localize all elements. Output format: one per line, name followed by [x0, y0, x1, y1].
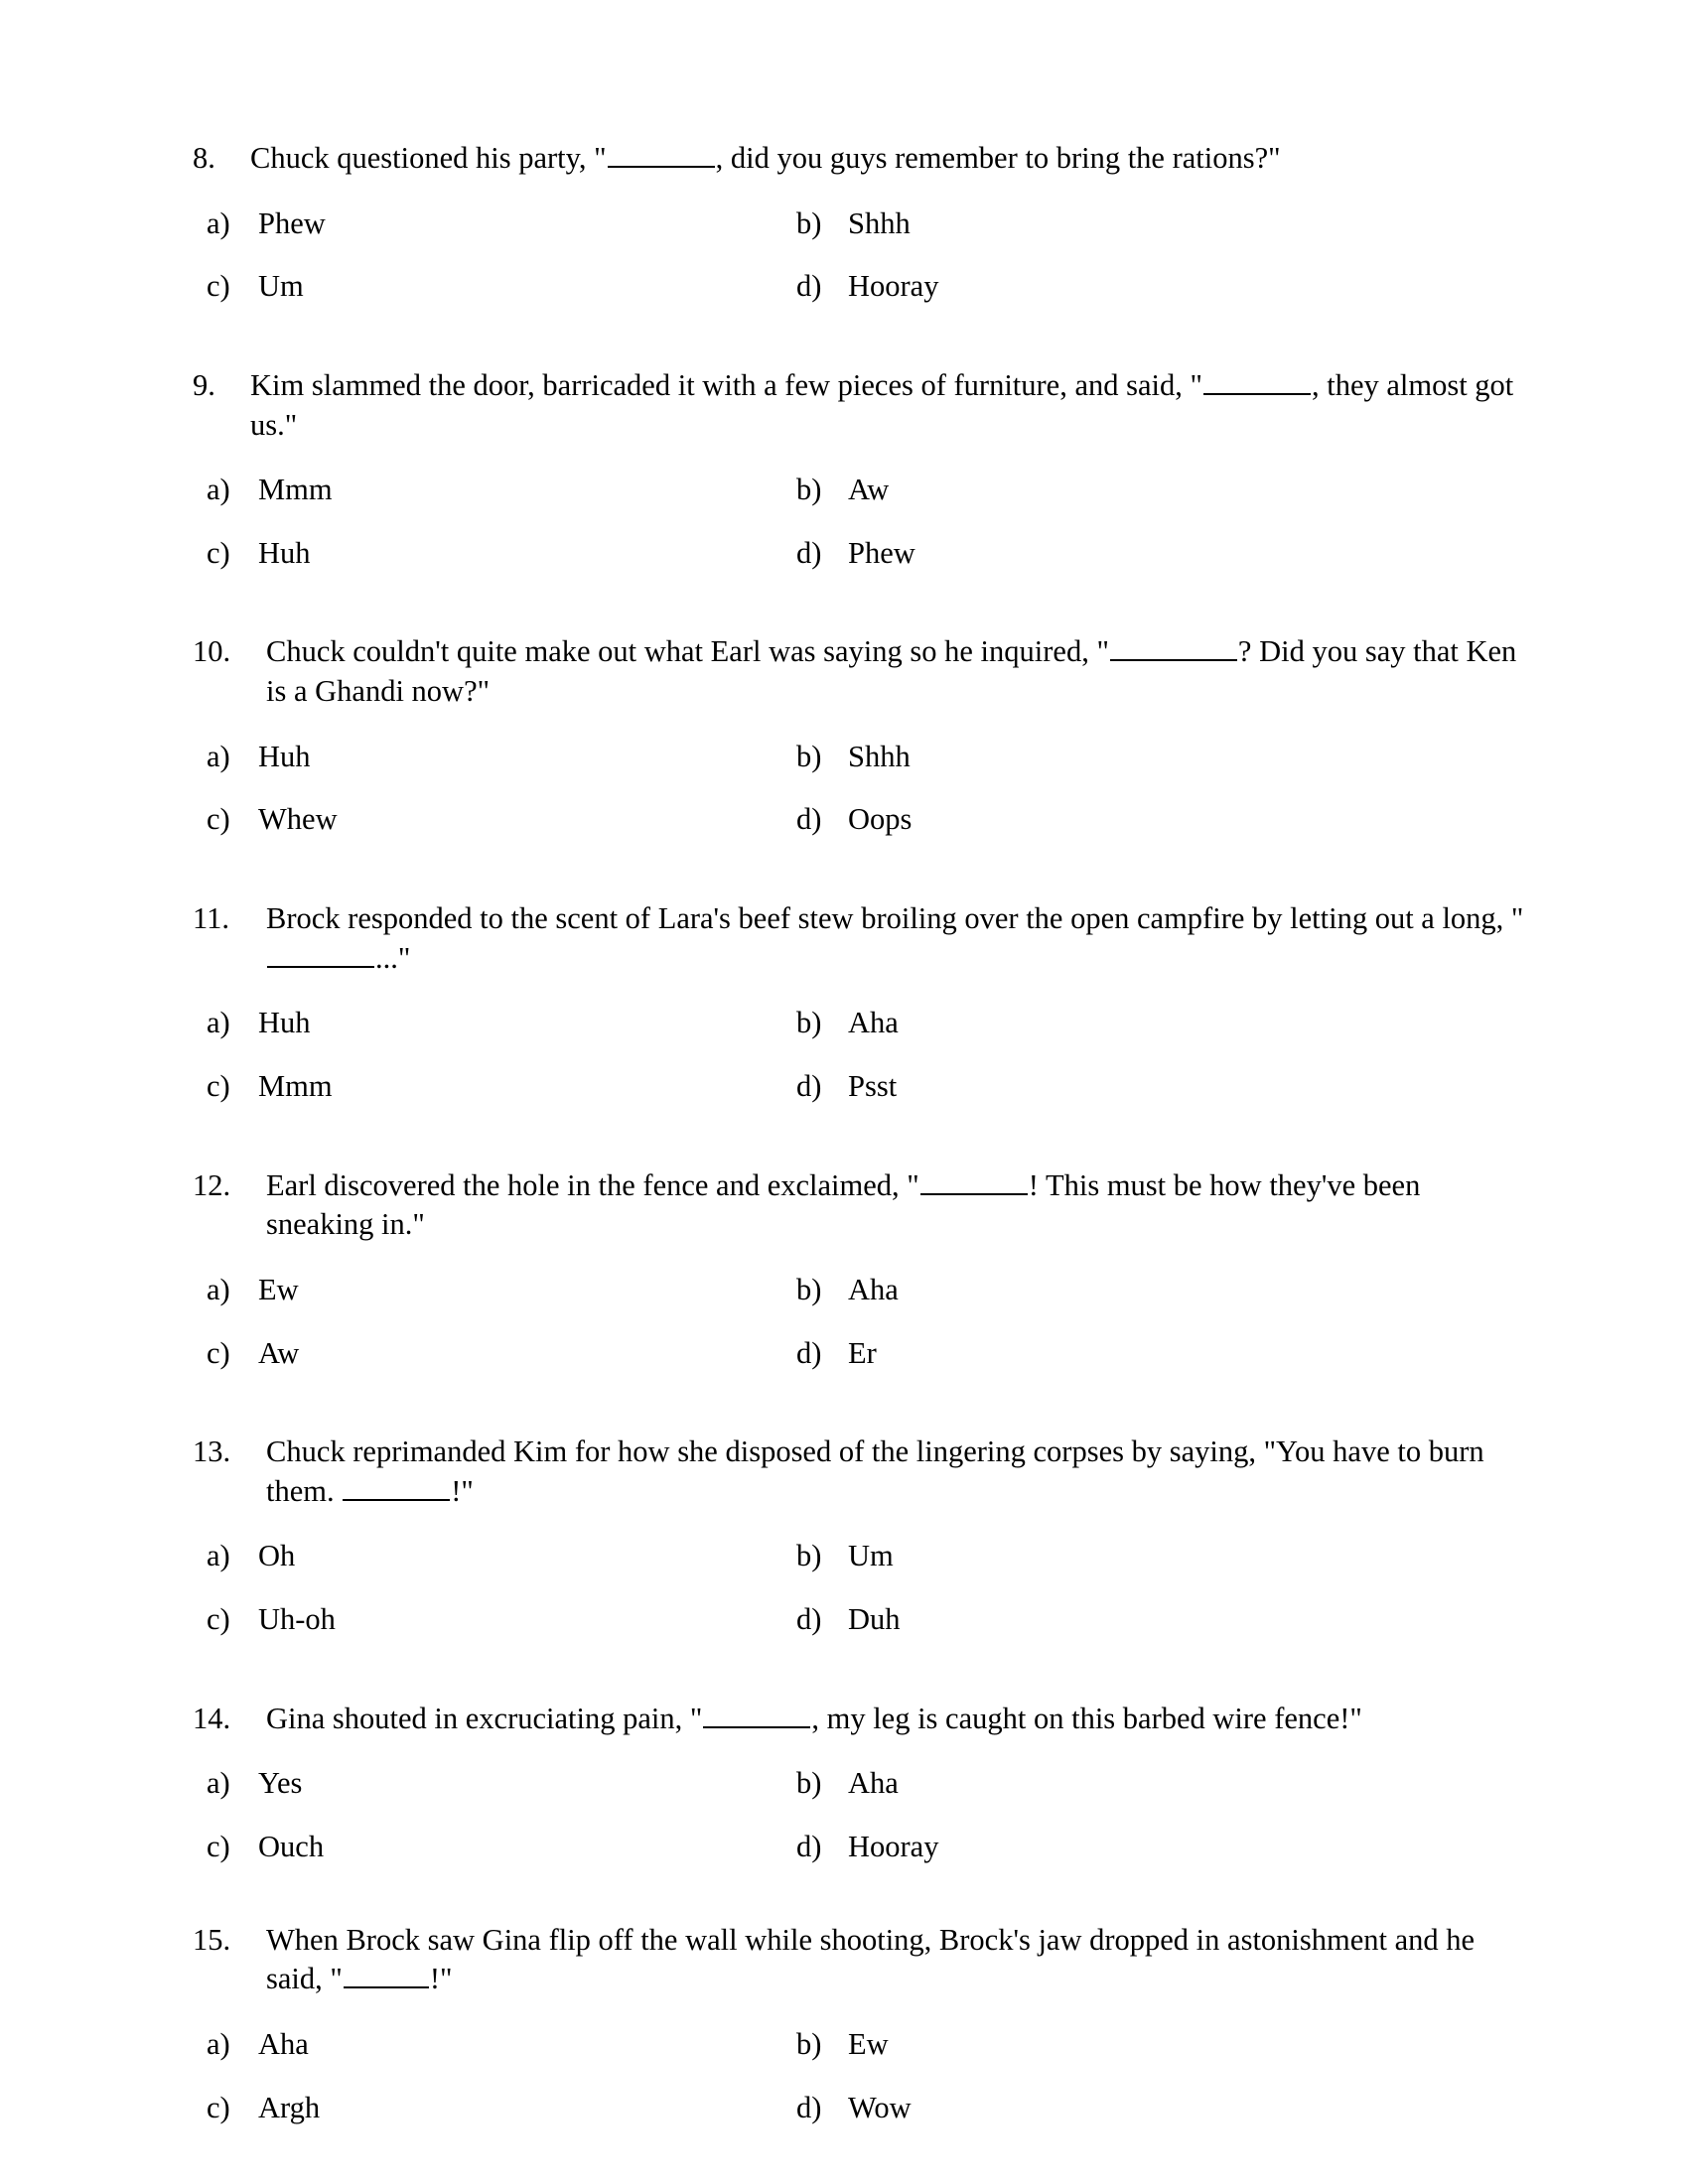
- question-text-after-blank: ...": [375, 940, 411, 975]
- answer-blank[interactable]: [1110, 633, 1237, 662]
- question-text-after-blank: ! This must be how they've been sneaking in.": [266, 1167, 1421, 1242]
- question-text-after-blank: , they almost got us.": [250, 367, 1514, 442]
- option-row: [189, 1764, 1529, 1804]
- question-text: [266, 1166, 1529, 1245]
- question-block: [189, 1166, 1529, 1374]
- question-spacer: [189, 1131, 1529, 1166]
- question-spacer: [189, 331, 1529, 366]
- option-row: [189, 1600, 1529, 1640]
- question-text-before-blank: Kim slammed the door, barricaded it with a few pieces of furniture, and said, ": [250, 367, 1202, 402]
- question-text-before-blank: Chuck reprimanded Kim for how she disposed of the lingering corpses by saying, "You have to burn them.: [266, 1434, 1484, 1508]
- option-label: Ew: [258, 1272, 299, 1306]
- option-letter: d): [796, 802, 822, 837]
- question-text: [266, 1700, 1529, 1739]
- question-text-before-blank: Chuck couldn't quite make out what Earl was saying so he inquired, ": [266, 634, 1109, 669]
- option-label: Ew: [848, 2026, 889, 2061]
- question-number: 10.: [193, 634, 231, 669]
- question-text: [250, 139, 1529, 179]
- question-number: 15.: [193, 1922, 231, 1957]
- option-b[interactable]: [796, 738, 1529, 777]
- question-text-before-blank: Earl discovered the hole in the fence and exclaimed, ": [266, 1167, 919, 1202]
- option-label: Aha: [848, 1766, 899, 1801]
- option-a[interactable]: [189, 738, 796, 777]
- option-a[interactable]: [189, 1764, 796, 1804]
- option-b[interactable]: [796, 1271, 1529, 1310]
- question-block: [189, 1700, 1529, 1867]
- question-stem: [189, 632, 1529, 711]
- answer-blank[interactable]: [267, 939, 374, 968]
- option-c[interactable]: [189, 1600, 796, 1640]
- option-row: [189, 205, 1529, 244]
- option-row: [189, 471, 1529, 510]
- question-block: [189, 899, 1529, 1107]
- option-c[interactable]: [189, 1828, 796, 1867]
- question-number: 14.: [193, 1701, 231, 1735]
- option-label: Phew: [848, 535, 915, 570]
- option-label: Huh: [258, 739, 311, 773]
- question-stem: [189, 1921, 1529, 1999]
- option-label: Aw: [848, 473, 890, 507]
- question-number: 11.: [193, 901, 229, 936]
- option-group: [189, 205, 1529, 307]
- option-d[interactable]: [796, 1067, 1529, 1107]
- option-label: Psst: [848, 1068, 898, 1103]
- question-stem: [189, 899, 1529, 978]
- option-a[interactable]: [189, 1004, 796, 1043]
- option-letter: a): [207, 1766, 230, 1801]
- option-letter: c): [207, 1068, 230, 1103]
- option-label: Er: [848, 1335, 877, 1370]
- option-letter: d): [796, 2090, 822, 2124]
- option-letter: b): [796, 1272, 822, 1306]
- option-label: Hooray: [848, 1830, 939, 1864]
- option-c[interactable]: [189, 800, 796, 840]
- option-a[interactable]: [189, 471, 796, 510]
- question-block: [189, 1433, 1529, 1640]
- option-group: [189, 1271, 1529, 1373]
- option-label: Aw: [258, 1335, 300, 1370]
- option-row: [189, 1828, 1529, 1867]
- option-d[interactable]: [796, 267, 1529, 307]
- question-number: 12.: [193, 1167, 231, 1202]
- option-a[interactable]: [189, 205, 796, 244]
- option-letter: b): [796, 1539, 822, 1573]
- option-label: Aha: [848, 1006, 899, 1040]
- question-spacer: [189, 597, 1529, 632]
- option-letter: d): [796, 1335, 822, 1370]
- question-block: [189, 139, 1529, 307]
- option-row: [189, 2025, 1529, 2065]
- option-d[interactable]: [796, 1600, 1529, 1640]
- option-letter: b): [796, 205, 822, 240]
- option-b[interactable]: [796, 471, 1529, 510]
- option-letter: b): [796, 739, 822, 773]
- question-text-after-blank: ? Did you say that Ken is a Ghandi now?": [266, 634, 1517, 709]
- option-label: Huh: [258, 1006, 311, 1040]
- option-label: Oh: [258, 1539, 296, 1573]
- option-label: Wow: [848, 2090, 912, 2124]
- question-stem: [189, 1166, 1529, 1245]
- option-c[interactable]: [189, 1067, 796, 1107]
- option-d[interactable]: [796, 1828, 1529, 1867]
- question-text-before-blank: Brock responded to the scent of Lara's beef stew broiling over the open campfire by letting out a long, ": [266, 901, 1524, 936]
- option-c[interactable]: [189, 534, 796, 574]
- option-label: Duh: [848, 1602, 901, 1637]
- option-label: Aha: [848, 1272, 899, 1306]
- option-label: Um: [848, 1539, 894, 1573]
- option-label: Uh-oh: [258, 1602, 336, 1637]
- option-row: [189, 800, 1529, 840]
- option-letter: b): [796, 2026, 822, 2061]
- option-b[interactable]: [796, 1004, 1529, 1043]
- question-spacer: [189, 864, 1529, 899]
- option-label: Oops: [848, 802, 913, 837]
- question-stem: [189, 1433, 1529, 1511]
- option-d[interactable]: [796, 2089, 1529, 2128]
- option-letter: c): [207, 269, 230, 304]
- option-group: [189, 2025, 1529, 2127]
- question-text: [266, 632, 1529, 711]
- question-spacer: [189, 1891, 1529, 1921]
- option-label: Whew: [258, 802, 338, 837]
- option-b[interactable]: [796, 1537, 1529, 1576]
- option-letter: b): [796, 1766, 822, 1801]
- option-letter: a): [207, 1272, 230, 1306]
- question-text-before-blank: When Brock saw Gina flip off the wall while shooting, Brock's jaw dropped in astonishment and he said, ": [266, 1922, 1476, 1996]
- option-row: [189, 267, 1529, 307]
- question-text-after-blank: !": [451, 1473, 474, 1508]
- question-number: 13.: [193, 1434, 231, 1469]
- option-letter: d): [796, 269, 822, 304]
- option-row: [189, 1067, 1529, 1107]
- option-letter: d): [796, 1830, 822, 1864]
- question-spacer: [189, 1397, 1529, 1433]
- option-row: [189, 1271, 1529, 1310]
- option-d[interactable]: [796, 800, 1529, 840]
- option-letter: b): [796, 1006, 822, 1040]
- answer-blank[interactable]: [608, 139, 715, 168]
- option-letter: a): [207, 2026, 230, 2061]
- option-letter: c): [207, 802, 230, 837]
- question-block: [189, 366, 1529, 574]
- question-text: [266, 1433, 1529, 1511]
- option-letter: c): [207, 1830, 230, 1864]
- question-text-after-blank: , my leg is caught on this barbed wire fence!": [811, 1701, 1362, 1735]
- option-label: Aha: [258, 2026, 309, 2061]
- question-list: [189, 139, 1529, 2127]
- option-letter: a): [207, 1006, 230, 1040]
- question-spacer: [189, 1664, 1529, 1700]
- option-group: [189, 471, 1529, 573]
- option-d[interactable]: [796, 534, 1529, 574]
- question-text-before-blank: Gina shouted in excruciating pain, ": [266, 1701, 703, 1735]
- option-letter: d): [796, 1602, 822, 1637]
- option-letter: d): [796, 535, 822, 570]
- option-label: Shhh: [848, 205, 911, 240]
- option-row: [189, 2089, 1529, 2128]
- option-group: [189, 1004, 1529, 1106]
- option-c[interactable]: [189, 1334, 796, 1374]
- answer-blank[interactable]: [920, 1166, 1028, 1195]
- option-label: Phew: [258, 205, 326, 240]
- question-stem: [189, 139, 1529, 179]
- question-text-after-blank: , did you guys remember to bring the rations?": [715, 141, 1281, 175]
- option-group: [189, 738, 1529, 840]
- answer-blank[interactable]: [1203, 366, 1311, 395]
- question-text: [266, 1921, 1529, 1999]
- option-c[interactable]: [189, 267, 796, 307]
- question-number: 8.: [193, 141, 215, 175]
- question-number: 9.: [193, 367, 215, 402]
- question-stem: [189, 366, 1529, 445]
- question-text-after-blank: !": [429, 1962, 453, 1996]
- option-a[interactable]: [189, 1537, 796, 1576]
- option-letter: b): [796, 473, 822, 507]
- question-text-before-blank: Chuck questioned his party, ": [250, 141, 607, 175]
- question-block: [189, 632, 1529, 840]
- question-text: [266, 899, 1529, 978]
- option-label: Hooray: [848, 269, 939, 304]
- option-group: [189, 1537, 1529, 1639]
- question-stem: [189, 1700, 1529, 1739]
- option-label: Yes: [258, 1766, 303, 1801]
- option-letter: d): [796, 1068, 822, 1103]
- option-letter: a): [207, 1539, 230, 1573]
- option-label: Mmm: [258, 473, 333, 507]
- option-row: [189, 534, 1529, 574]
- option-letter: a): [207, 473, 230, 507]
- option-a[interactable]: [189, 1271, 796, 1310]
- option-label: Huh: [258, 535, 311, 570]
- option-letter: a): [207, 739, 230, 773]
- option-label: Mmm: [258, 1068, 333, 1103]
- option-b[interactable]: [796, 2025, 1529, 2065]
- option-b[interactable]: [796, 205, 1529, 244]
- option-b[interactable]: [796, 1764, 1529, 1804]
- answer-blank[interactable]: [703, 1700, 810, 1728]
- option-letter: a): [207, 205, 230, 240]
- option-label: Shhh: [848, 739, 911, 773]
- question-text: [250, 366, 1529, 445]
- option-letter: c): [207, 535, 230, 570]
- option-row: [189, 1334, 1529, 1374]
- option-row: [189, 1004, 1529, 1043]
- option-a[interactable]: [189, 2025, 796, 2065]
- question-block: [189, 1921, 1529, 2128]
- option-label: Um: [258, 269, 304, 304]
- option-letter: c): [207, 1335, 230, 1370]
- option-letter: c): [207, 1602, 230, 1637]
- option-row: [189, 1537, 1529, 1576]
- answer-blank[interactable]: [343, 1472, 450, 1501]
- answer-blank[interactable]: [344, 1960, 429, 1988]
- option-row: [189, 738, 1529, 777]
- option-c[interactable]: [189, 2089, 796, 2128]
- option-group: [189, 1764, 1529, 1866]
- option-label: Argh: [258, 2090, 321, 2124]
- option-d[interactable]: [796, 1334, 1529, 1374]
- option-letter: c): [207, 2090, 230, 2124]
- option-label: Ouch: [258, 1830, 325, 1864]
